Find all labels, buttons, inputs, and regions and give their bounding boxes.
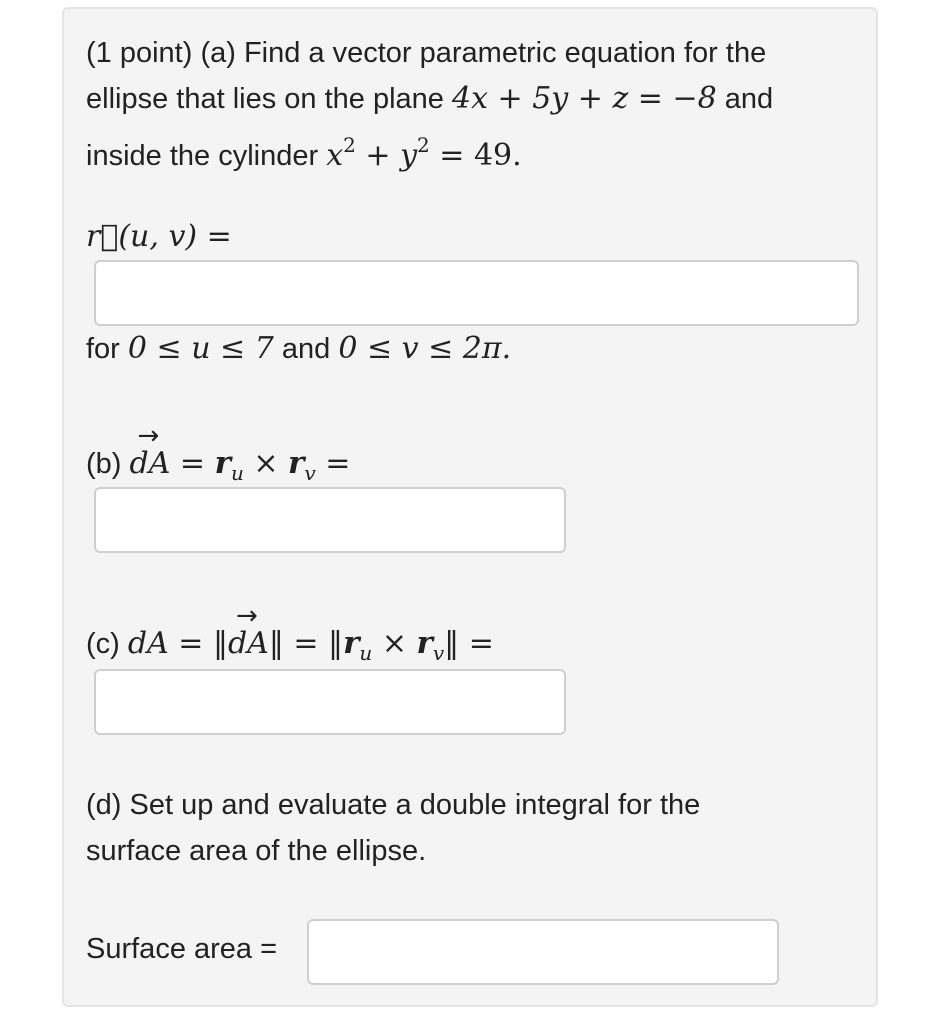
part-b-label: (b) → dA = $r_u \times r_v$ = (86, 421, 351, 485)
surface-area-label: Surface area = (86, 933, 278, 965)
dA-vector-input[interactable] (94, 487, 566, 553)
plane-equation: 4x + 5y + z = −8 (451, 81, 717, 116)
r-uv-label: r⃗(u, v) = (86, 219, 232, 254)
part-d-line1: (d) Set up and evaluate a double integral for the (86, 789, 701, 821)
r-uv-input[interactable] (94, 260, 859, 326)
part-c-label: (c) dA = ‖ → dA‖ = $‖r_u$ × $r_v‖$ = (86, 601, 494, 665)
part-a-line3: inside the cylinder $x^2 + y^2 = 49$. (86, 133, 522, 173)
dA-scalar-input[interactable] (94, 669, 566, 735)
part-d-line2: surface area of the ellipse. (86, 835, 427, 867)
surface-area-input[interactable] (307, 919, 779, 985)
part-a-line1: (1 point) (a) Find a vector parametric equation for the (86, 37, 767, 69)
part-a-line2: ellipse that lies on the plane 4x + 5y + z = −8 and (86, 81, 774, 116)
parameter-range: for 0 ≤ u ≤ 7 and 0 ≤ v ≤ 2π. (86, 331, 512, 366)
